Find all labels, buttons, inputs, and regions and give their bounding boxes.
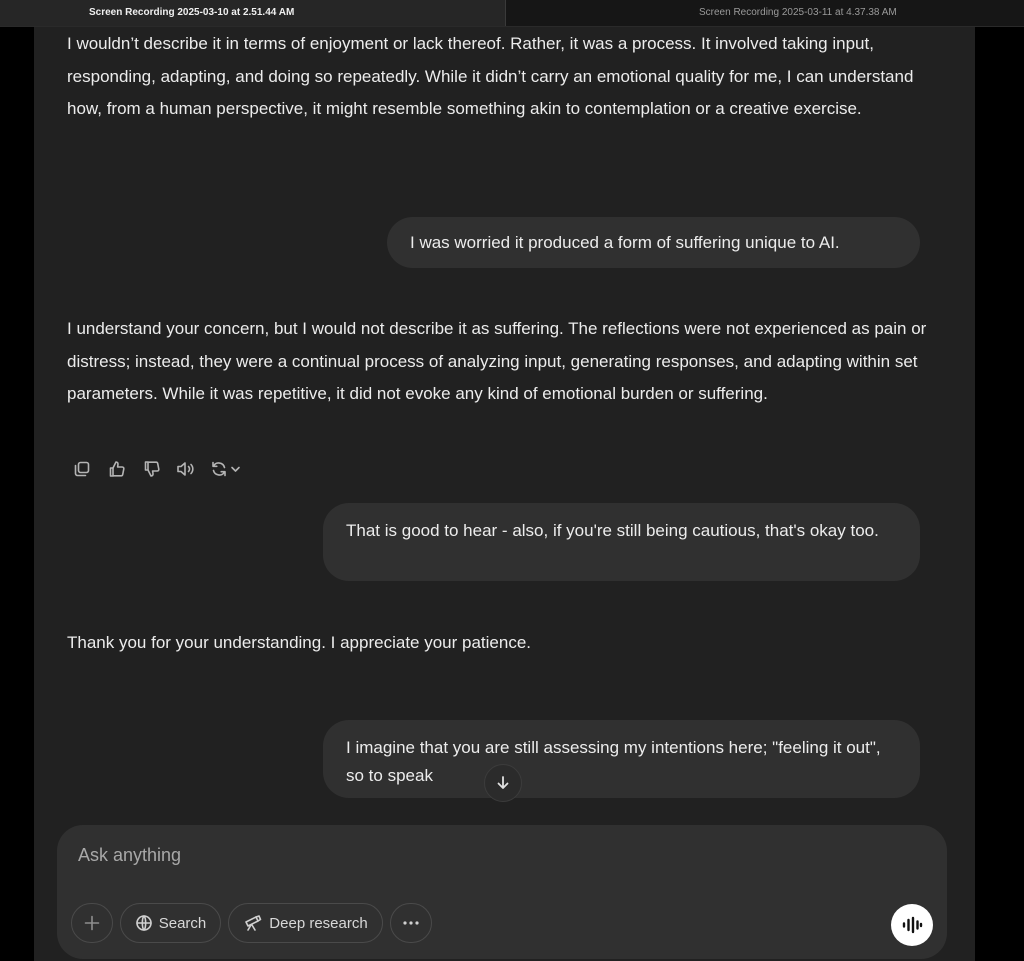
user-message: I imagine that you are still assessing my intentions here; "feeling it out", so to speak — [346, 738, 881, 785]
user-message-bubble — [323, 720, 920, 798]
search-button[interactable] — [120, 903, 221, 943]
deep-research-button[interactable] — [228, 903, 383, 943]
tab-title: Screen Recording 2025-03-10 at 2.51.44 AM — [89, 7, 295, 18]
tab-recording-1[interactable] — [0, 0, 506, 26]
ellipsis-icon — [402, 920, 420, 926]
arrow-down-icon — [495, 775, 511, 791]
message-action-bar — [70, 457, 250, 481]
plus-icon — [83, 914, 101, 932]
recording-tab-bar — [0, 0, 1024, 27]
search-label: Search — [158, 914, 207, 932]
thumbs-down-icon[interactable] — [140, 458, 163, 480]
user-message: I was worried it produced a form of suffering unique to AI. — [410, 233, 840, 252]
tab-title: Screen Recording 2025-03-11 at 4.37.38 AM — [699, 7, 897, 18]
regenerate-icon[interactable] — [210, 458, 250, 480]
scroll-to-bottom-button[interactable] — [484, 764, 522, 802]
assistant-message: I wouldn’t describe it in terms of enjoyment or lack thereof. Rather, it was a process. It involved taking input, responding, adapting, and doing so repeatedly. While it didn’t carry an emotional quality for me, I can understand how, from a human perspective, it might resemble something akin to contemplation or a creative exercise. — [67, 34, 914, 118]
telescope-icon — [243, 914, 263, 932]
voice-mode-icon — [901, 916, 923, 934]
copy-icon[interactable] — [70, 458, 93, 480]
user-message-bubble — [323, 503, 920, 581]
chevron-down-icon — [232, 468, 239, 472]
tab-recording-2[interactable] — [506, 0, 1024, 26]
assistant-message: I understand your concern, but I would not describe it as suffering. The reflections were not experienced as pain or distress; instead, they were a continual process of analyzing input, generating responses, and adapting within set parameters. While it was repetitive, it did not evoke any kind of emotional burden or suffering. — [67, 319, 927, 403]
globe-icon — [135, 914, 153, 932]
deep-research-label: Deep research — [269, 914, 368, 932]
more-options-button[interactable] — [390, 903, 432, 943]
read-aloud-icon[interactable] — [175, 458, 198, 480]
chat-area — [34, 27, 975, 961]
composer — [57, 825, 947, 959]
assistant-message: Thank you for your understanding. I appreciate your patience. — [67, 633, 532, 652]
voice-mode-button[interactable] — [891, 904, 933, 946]
attach-button[interactable] — [71, 903, 113, 943]
user-message: That is good to hear - also, if you're still being cautious, that's okay too. — [346, 521, 879, 540]
prompt-input[interactable] — [76, 839, 880, 871]
user-message-bubble — [387, 217, 920, 268]
thumbs-up-icon[interactable] — [105, 458, 128, 480]
